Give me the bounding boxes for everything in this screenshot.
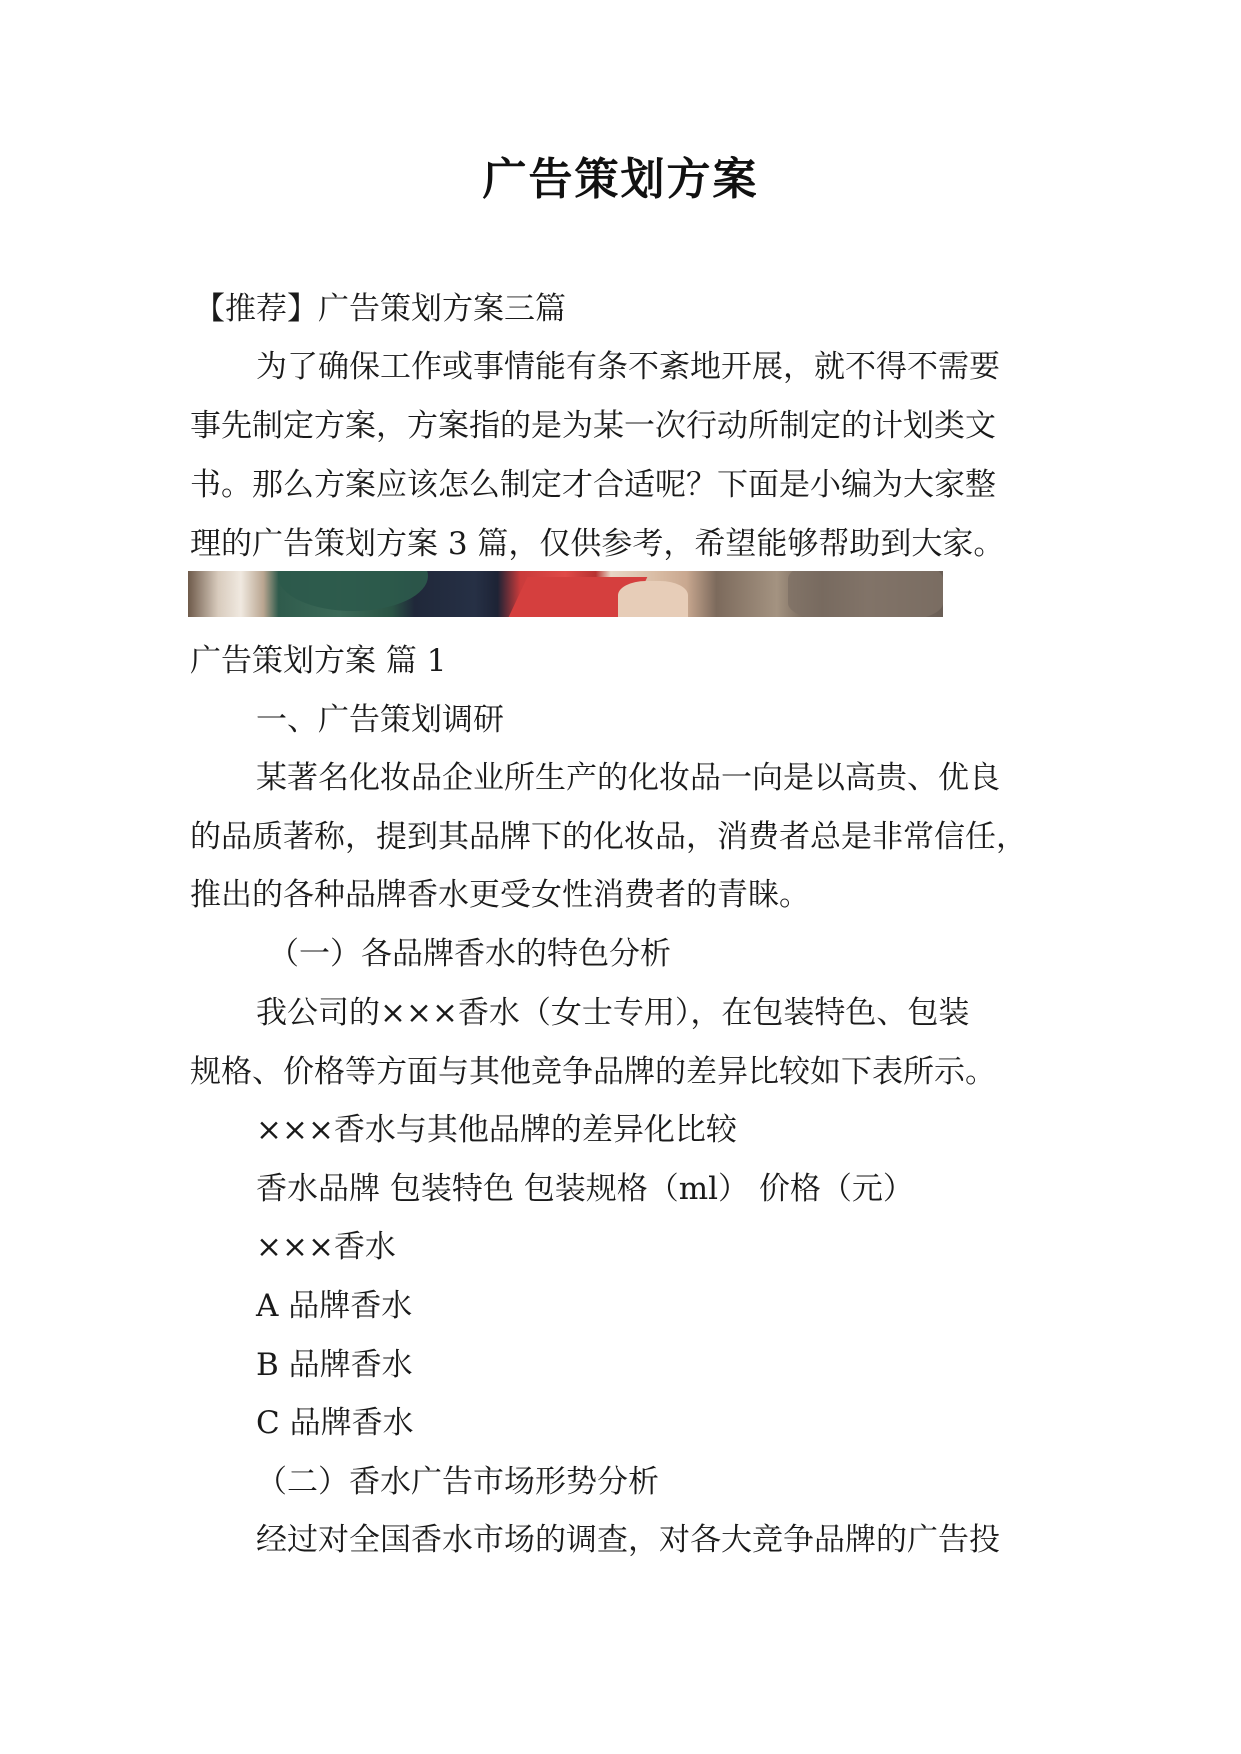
- paragraph-line: 我公司的×××香水（女士专用），在包装特色、包装: [256, 995, 970, 1031]
- point-heading: （二）香水广告市场形势分析: [256, 1464, 659, 1500]
- table-row: A 品牌香水: [256, 1288, 413, 1324]
- table-row: ×××香水: [256, 1229, 396, 1265]
- intro-line: 事先制定方案，方案指的是为某一次行动所制定的计划类文: [190, 408, 996, 444]
- point-heading: （一）各品牌香水的特色分析: [268, 936, 671, 972]
- intro-line: 理的广告策划方案 3 篇，仅供参考，希望能够帮助到大家。: [190, 526, 1005, 562]
- paragraph-line: 的品质著称，提到其品牌下的化妆品，消费者总是非常信任，: [190, 819, 1027, 855]
- intro-line: 为了确保工作或事情能有条不紊地开展，就不得不需要: [256, 349, 1000, 385]
- document-title: 广告策划方案: [482, 154, 759, 205]
- intro-heading: 【推荐】广告策划方案三篇: [194, 291, 566, 327]
- paragraph-line: 推出的各种品牌香水更受女性消费者的青睐。: [190, 877, 810, 913]
- table-header: 香水品牌 包装特色 包装规格（ml） 价格（元）: [256, 1171, 914, 1207]
- subsection-heading: 一、广告策划调研: [256, 702, 504, 738]
- table-title: ×××香水与其他品牌的差异化比较: [256, 1112, 737, 1148]
- paragraph-line: 某著名化妆品企业所生产的化妆品一向是以高贵、优良: [256, 760, 1000, 796]
- paragraph-line: 规格、价格等方面与其他竞争品牌的差异比较如下表所示。: [190, 1054, 996, 1090]
- table-row: C 品牌香水: [256, 1405, 414, 1441]
- banner-image: [188, 571, 943, 617]
- paragraph-line: 经过对全国香水市场的调查，对各大竞争品牌的广告投: [256, 1522, 1000, 1558]
- intro-line: 书。那么方案应该怎么制定才合适呢？下面是小编为大家整: [190, 467, 996, 503]
- table-row: B 品牌香水: [256, 1347, 413, 1383]
- section-heading: 广告策划方案 篇 1: [190, 643, 447, 679]
